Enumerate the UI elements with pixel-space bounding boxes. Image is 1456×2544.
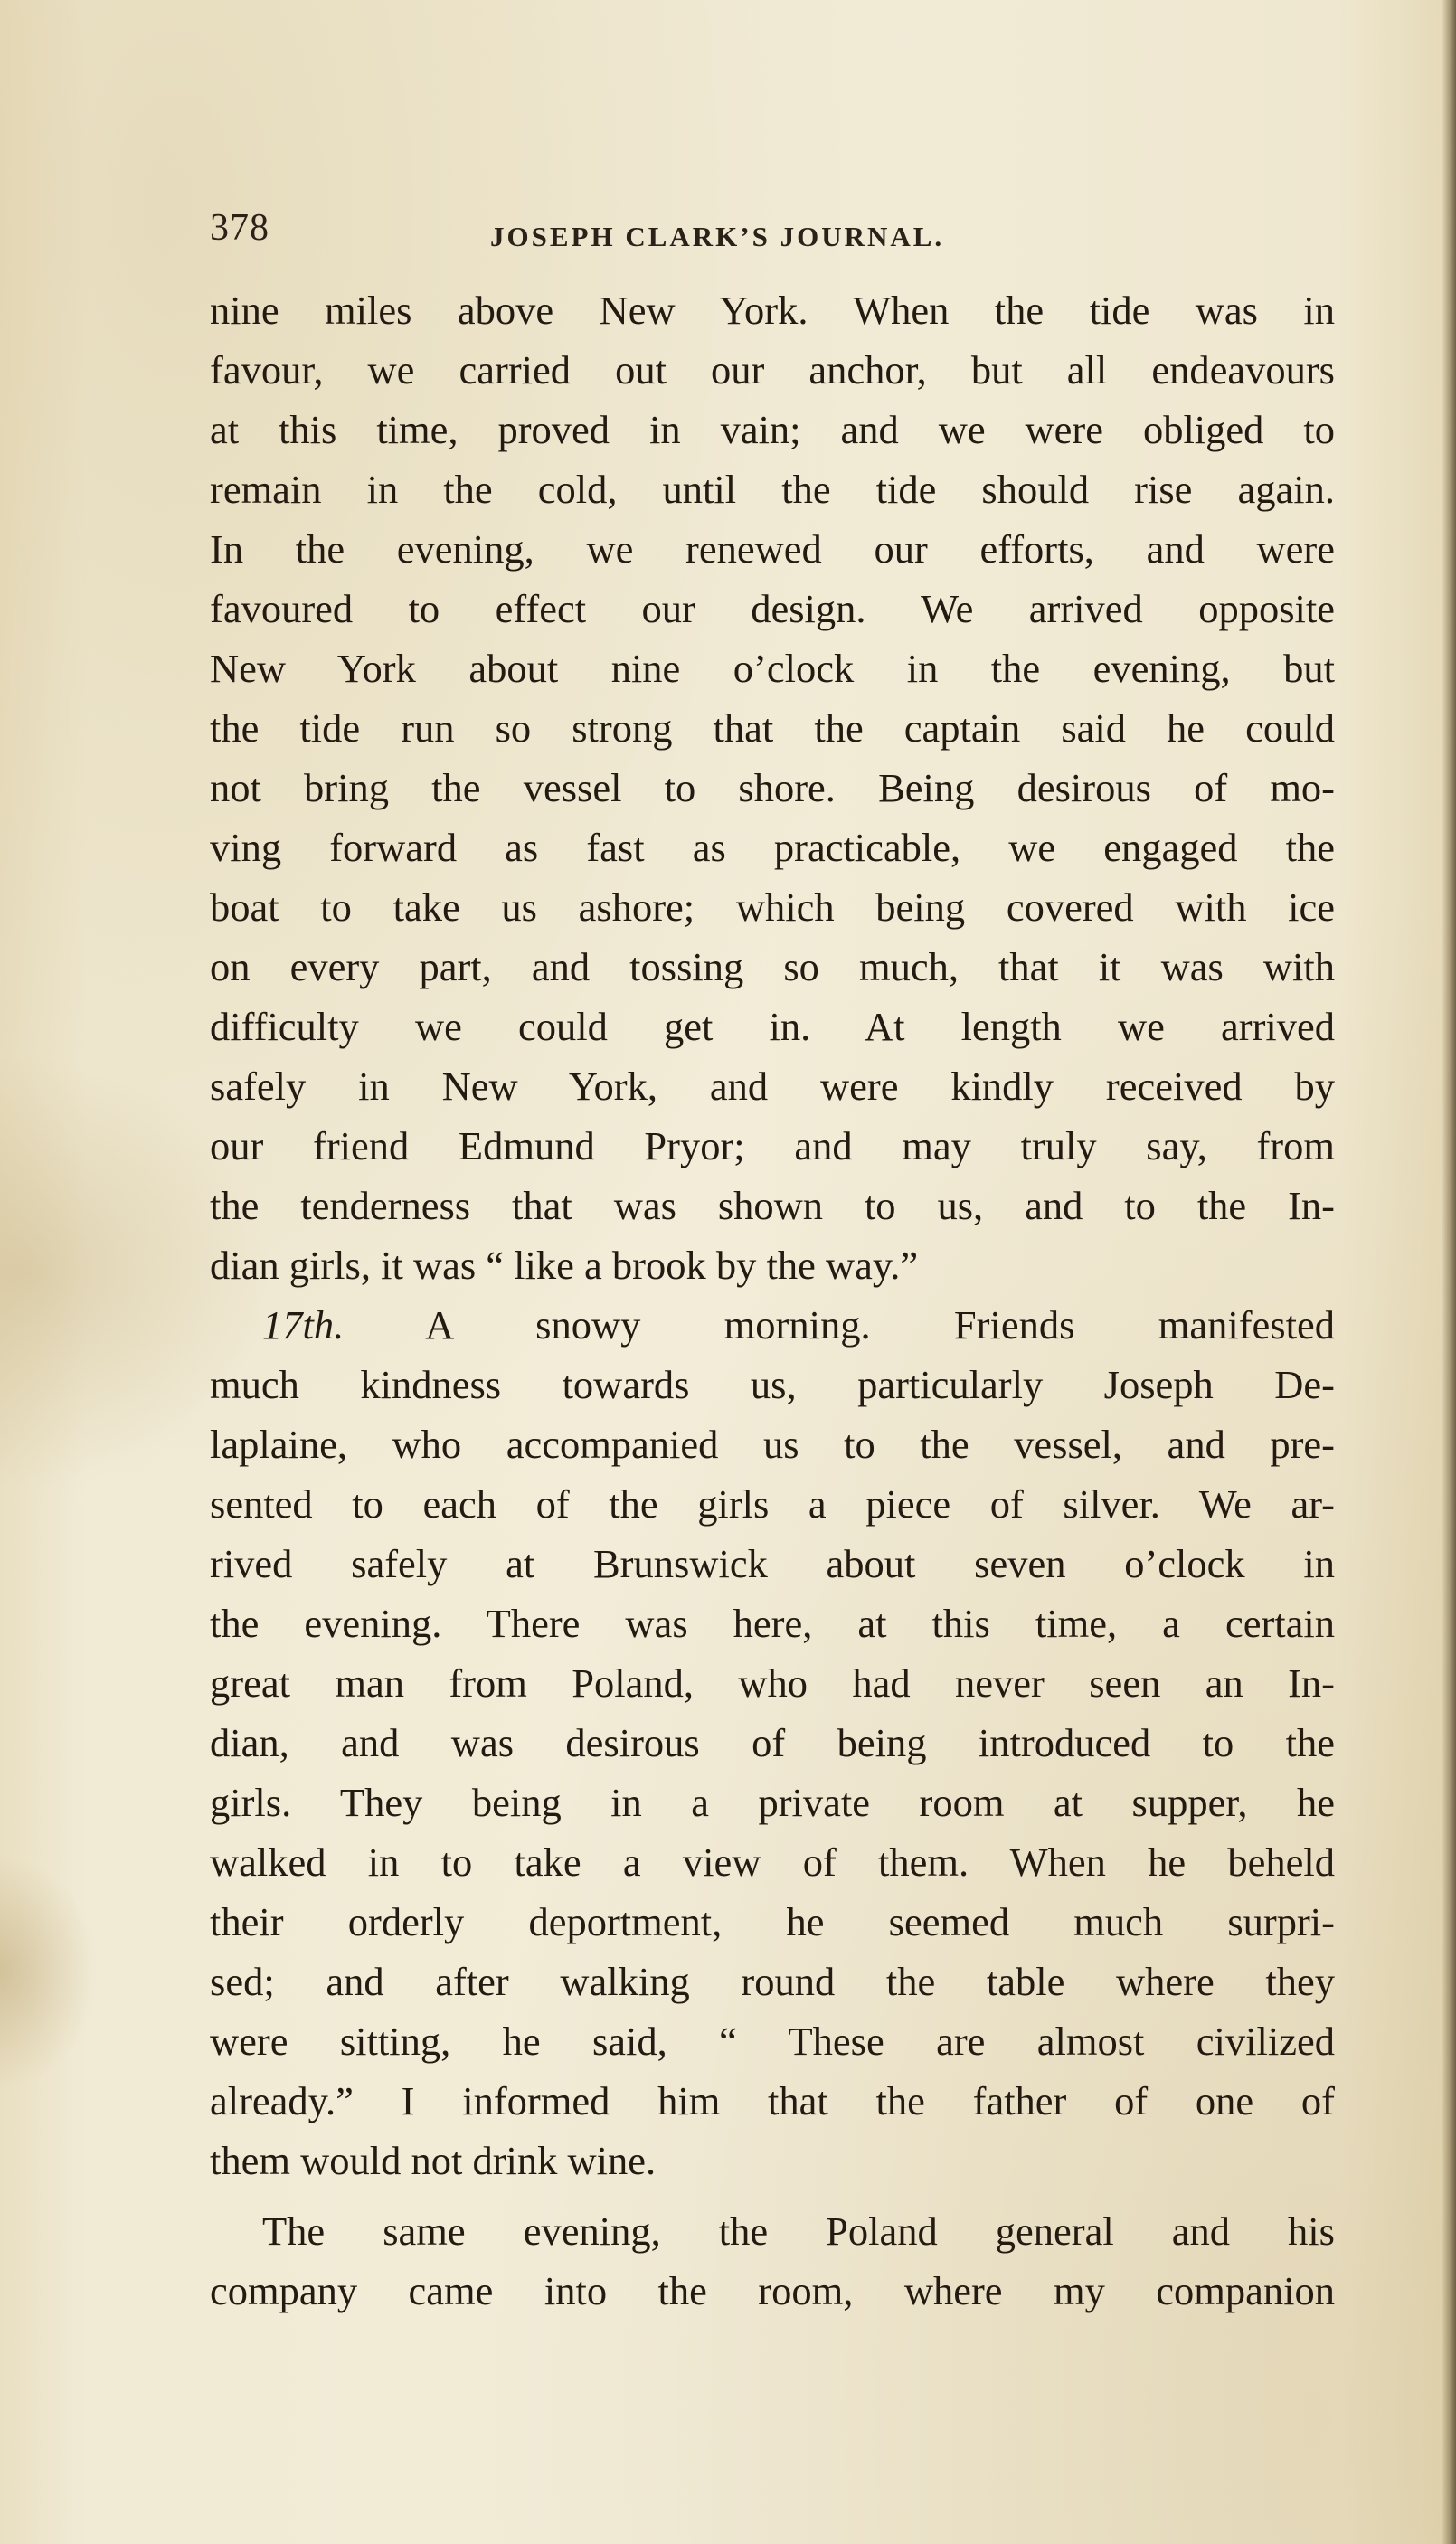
text-line: our friend Edmund Pryor; and may truly say, from <box>210 1123 1335 1168</box>
text-line: The same evening, the Poland general and his <box>262 2208 1335 2254</box>
text-line: not bring the vessel to shore. Being desirous of mo- <box>210 765 1335 810</box>
text-line: their orderly deportment, he seemed much surpri- <box>210 1899 1335 1944</box>
text-line <box>210 1295 1335 1355</box>
text-line: company came into the room, where my companion <box>210 2268 1335 2313</box>
text-line: New York about nine o’clock in the evening, but <box>210 646 1335 691</box>
text-line: nine miles above New York. When the tide was in <box>210 288 1335 333</box>
text-line-rest: A snowy morning. Friends manifested <box>344 1302 1335 1348</box>
page-number: 378 <box>210 207 269 249</box>
paragraph-2 <box>210 1295 1335 2190</box>
text-line: boat to take us ashore; which being covered with ice <box>210 884 1335 930</box>
text-line: favoured to effect our design. We arrived opposite <box>210 586 1335 631</box>
text-line: at this time, proved in vain; and we were obliged to <box>210 407 1335 452</box>
page-header <box>210 206 1336 270</box>
text-line: sed; and after walking round the table where they <box>210 1959 1335 2004</box>
text-line: ving forward as fast as practicable, we engaged the <box>210 825 1335 870</box>
text-line: dian, and was desirous of being introduced to the <box>210 1720 1335 1765</box>
text-line: remain in the cold, until the tide should rise again. <box>210 467 1335 512</box>
text-line: much kindness towards us, particularly Joseph De- <box>210 1362 1335 1407</box>
text-line: were sitting, he said, “ These are almost civilized <box>210 2019 1335 2064</box>
text-line: dian girls, it was “ like a brook by the way.” <box>210 1243 919 1288</box>
text-line: them would not drink wine. <box>210 2138 657 2183</box>
text-line: the tenderness that was shown to us, and to the In- <box>210 1183 1335 1228</box>
paragraph-3 <box>210 2201 1335 2321</box>
text-line: In the evening, we renewed our efforts, and were <box>210 526 1335 572</box>
text-line: sented to each of the girls a piece of silver. We ar- <box>210 1481 1335 1527</box>
text-line: on every part, and tossing so much, that it was with <box>210 944 1335 989</box>
text-line: the evening. There was here, at this time, a certain <box>210 1601 1335 1646</box>
text-line: the tide run so strong that the captain said he could <box>210 705 1335 751</box>
text-line: already.” I informed him that the father of one of <box>210 2078 1335 2123</box>
text-line: favour, we carried out our anchor, but all endeavours <box>210 347 1335 392</box>
paragraph-1 <box>210 280 1335 1295</box>
paper-stain <box>0 1854 99 2089</box>
date-label: 17th. <box>262 1302 345 1348</box>
text-line: safely in New York, and were kindly received by <box>210 1064 1335 1109</box>
text-line: difficulty we could get in. At length we arrived <box>210 1004 1335 1049</box>
page-edge-shadow <box>1442 0 1456 2544</box>
text-line: girls. They being in a private room at supper, he <box>210 1780 1335 1825</box>
text-line: great man from Poland, who had never seen an In- <box>210 1660 1335 1706</box>
text-line: rived safely at Brunswick about seven o’clock in <box>210 1541 1335 1586</box>
text-line: walked in to take a view of them. When he beheld <box>210 1839 1335 1885</box>
running-head: JOSEPH CLARK’S JOURNAL. <box>490 221 945 252</box>
body-text <box>210 280 1335 2321</box>
text-line: laplaine, who accompanied us to the vessel, and pre- <box>210 1422 1335 1467</box>
